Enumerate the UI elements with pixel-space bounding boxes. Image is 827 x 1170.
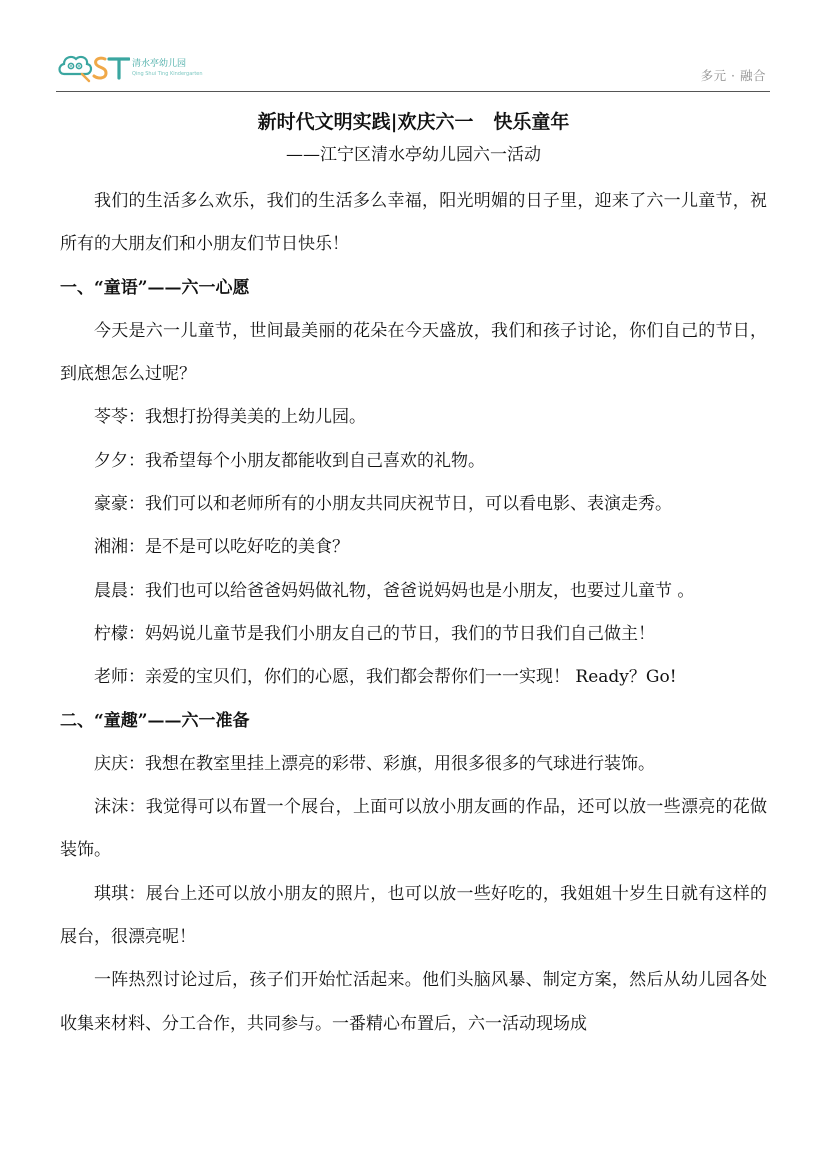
logo-school-name-en: Qing Shui Ting Kindergarten: [132, 71, 203, 77]
dialogue-line: 沫沫：我觉得可以布置一个展台，上面可以放小朋友画的作品，还可以放一些漂亮的花做装饰。: [60, 797, 767, 861]
dialogue-line: 柠檬：妈妈说儿童节是我们小朋友自己的节日，我们的节日我们自己做主！: [94, 623, 655, 644]
document-body: [60, 104, 767, 1046]
section-heading-1: 一、“童语”——六一心愿: [60, 277, 250, 298]
dialogue-line: 琪琪：展台上还可以放小朋友的照片，也可以放一些好吃的，我姐姐十岁生日就有这样的展台，很漂亮呢！: [60, 883, 767, 948]
dialogue-line: 苓苓：我想打扮得美美的上幼儿园。: [94, 407, 366, 428]
dialogue-line: 夕夕：我希望每个小朋友都能收到自己喜欢的礼物。: [94, 450, 485, 471]
logo-text: [132, 58, 203, 78]
dialogue-line: 豪豪：我们可以和老师所有的小朋友共同庆祝节日，可以看电影、表演走秀。: [94, 494, 672, 515]
school-logo-icon: [56, 48, 130, 88]
kindergarten-logo: [56, 48, 203, 88]
dialogue-line: 湘湘：是不是可以吃好吃的美食？: [94, 537, 349, 558]
header-divider: [56, 91, 770, 92]
dialogue-line: 庆庆：我想在教室里挂上漂亮的彩带、彩旗，用很多很多的气球进行装饰。: [94, 753, 655, 774]
page-header: [56, 46, 770, 92]
document-subtitle: ——江宁区清水亭幼儿园六一活动: [286, 145, 541, 165]
section-heading-2: 二、“童趣”——六一准备: [60, 710, 250, 731]
logo-school-name: 清水亭幼儿园: [132, 59, 187, 69]
dialogue-line: 晨晨：我们也可以给爸爸妈妈做礼物，爸爸说妈妈也是小朋友，也要过儿童节 。: [94, 580, 695, 601]
intro-paragraph: 我们的生活多么欢乐，我们的生活多么幸福，阳光明媚的日子里，迎来了六一儿童节，祝所有的大朋友们和小朋友们节日快乐！: [60, 191, 767, 255]
document-title: 新时代文明实践|欢庆六一 快乐童年: [257, 111, 570, 133]
dialogue-line: 老师：亲爱的宝贝们，你们的心愿，我们都会帮你们一一实现！ Ready？Go!: [94, 667, 677, 688]
header-slogan: 多元 · 融合: [700, 68, 766, 83]
section-1-intro: 今天是六一儿童节，世间最美丽的花朵在今天盛放，我们和孩子讨论，你们自己的节日，到底想怎么过呢？: [60, 320, 767, 385]
narrative-paragraph: 一阵热烈讨论过后，孩子们开始忙活起来。他们头脑风暴、制定方案，然后从幼儿园各处收集来材料、分工合作，共同参与。一番精心布置后，六一活动现场成: [60, 970, 767, 1034]
